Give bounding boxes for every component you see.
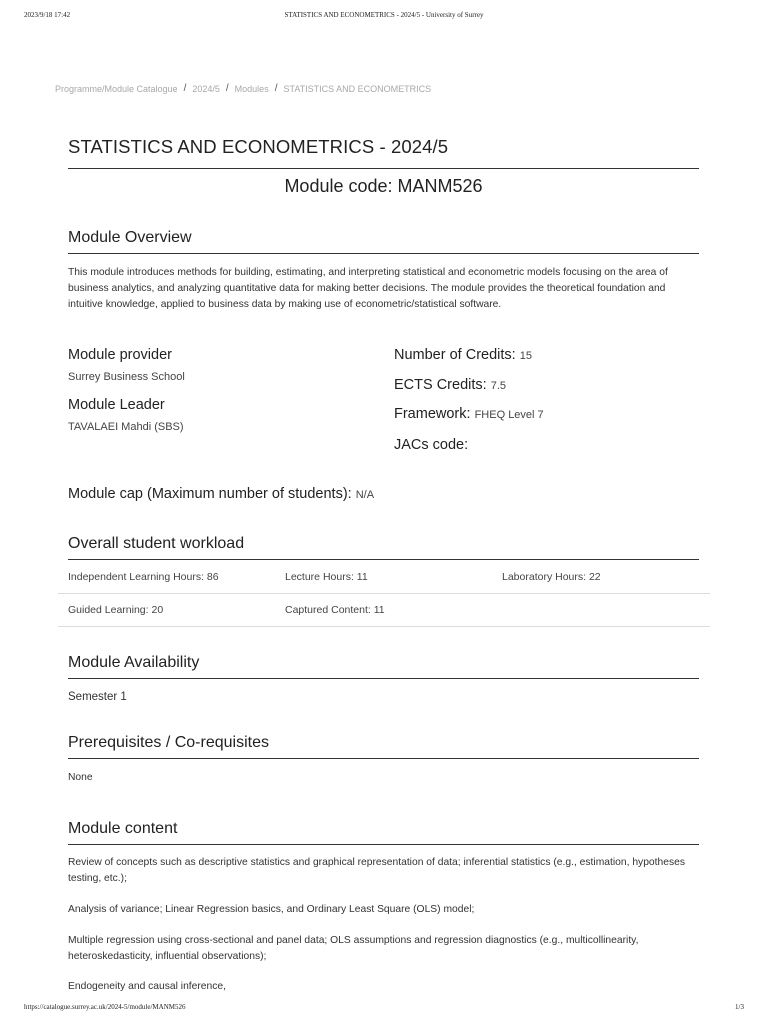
breadcrumb-separator: /: [274, 83, 278, 94]
ects-label: ECTS Credits:: [394, 377, 487, 393]
credits-value: 15: [519, 350, 532, 362]
module-content-heading: Module content: [68, 820, 699, 845]
table-row: [58, 594, 710, 627]
module-overview-text: This module introduces methods for building, estimating, and interpreting statistical and econometric models focusing on the area of business analytics, and analyzing quantitative data for making better decisions. The module provides the theoretical foundation and intuitive knowledge, applied to business data by making use of econometric/statistical software.: [68, 267, 668, 310]
module-leader-label: Module Leader: [68, 397, 165, 413]
module-cap-field: [68, 486, 374, 502]
module-cap-label: Module cap (Maximum number of students):: [68, 486, 352, 502]
credits-field: [394, 347, 532, 363]
page-title: STATISTICS AND ECONOMETRICS - 2024/5: [68, 136, 699, 169]
breadcrumb-current-module[interactable]: STATISTICS AND ECONOMETRICS: [283, 83, 432, 94]
workload-heading: Overall student workload: [68, 535, 699, 560]
workload-captured-content: Captured Content: 11: [285, 604, 385, 616]
breadcrumb: [55, 83, 431, 94]
print-url: https://catalogue.surrey.ac.uk/2024-5/module/MANM526: [24, 1003, 186, 1011]
availability-value: Semester 1: [68, 691, 127, 703]
print-footer: [24, 1003, 744, 1015]
framework-value: FHEQ Level 7: [474, 409, 544, 421]
print-page-number: 1/3: [735, 1003, 744, 1011]
workload-table: [58, 561, 710, 627]
print-datetime: 2023/9/18 17:42: [24, 11, 71, 19]
prerequisites-value: None: [68, 772, 93, 783]
workload-independent-learning: Independent Learning Hours: 86: [68, 571, 219, 583]
workload-guided-learning: Guided Learning: 20: [68, 604, 164, 616]
table-row: [58, 561, 710, 594]
module-code: Module code: MANM526: [284, 176, 483, 196]
ects-field: [394, 377, 506, 393]
breadcrumb-separator: /: [225, 83, 229, 94]
breadcrumb-year-link[interactable]: 2024/5: [192, 83, 220, 94]
module-provider-value: Surrey Business School: [68, 371, 185, 383]
print-header: [24, 11, 744, 23]
jacs-field: [394, 437, 468, 453]
prerequisites-heading: Prerequisites / Co-requisites: [68, 734, 699, 759]
module-content-paragraph: Multiple regression using cross-sectional and panel data; OLS assumptions and regression diagnostics (e.g., multicollinearity, heteroskedasticity, influential observations);: [68, 935, 639, 962]
ects-value: 7.5: [490, 380, 506, 392]
workload-lecture-hours: Lecture Hours: 11: [285, 571, 368, 583]
module-overview-heading: Module Overview: [68, 229, 699, 254]
workload-laboratory-hours: Laboratory Hours: 22: [502, 571, 601, 583]
print-page-title: STATISTICS AND ECONOMETRICS - 2024/5 - University of Surrey: [284, 11, 484, 19]
module-leader-value: TAVALAEI Mahdi (SBS): [68, 421, 184, 433]
availability-heading: Module Availability: [68, 654, 699, 679]
module-content-paragraph: Analysis of variance; Linear Regression basics, and Ordinary Least Square (OLS) model;: [68, 904, 475, 915]
module-content-paragraph: Endogeneity and causal inference,: [68, 981, 226, 992]
module-cap-value: N/A: [355, 489, 375, 501]
framework-field: [394, 406, 544, 422]
breadcrumb-catalogue-link[interactable]: Programme/Module Catalogue: [55, 83, 178, 94]
breadcrumb-modules-link[interactable]: Modules: [234, 83, 269, 94]
module-provider-label: Module provider: [68, 347, 172, 363]
jacs-label: JACs code:: [394, 437, 469, 453]
breadcrumb-separator: /: [183, 83, 187, 94]
module-content-paragraph: Review of concepts such as descriptive statistics and graphical representation of data; inferential statistics (e.g., estimation, hypotheses testing, etc.);: [68, 857, 685, 884]
credits-label: Number of Credits:: [394, 347, 516, 363]
framework-label: Framework:: [394, 406, 471, 422]
